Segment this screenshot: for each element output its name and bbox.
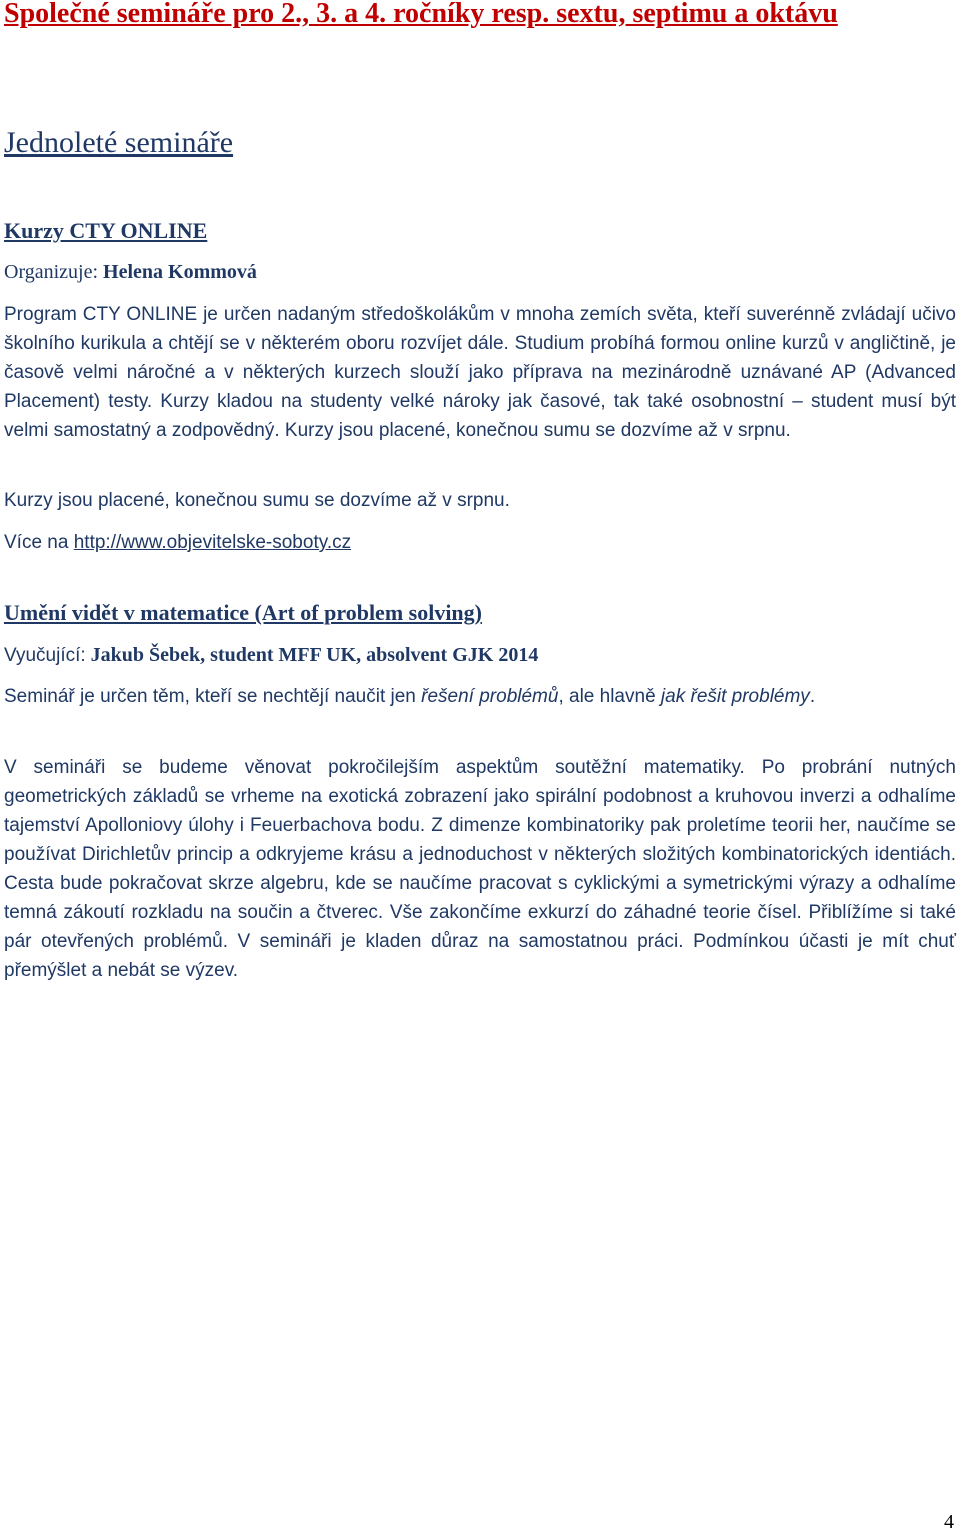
course2-description: V semináři se budeme věnovat pokročilejším aspektům soutěžní matematiky. Po probrání nutných geometrických základů se vrheme na exotická zobrazení jako spirální podobnost a kruhovou inverzi a odhalíme tajemství Apolloniovy úlohy i Feuerbachova bodu. Z dimenze kombinatoriky pak proletíme teorii her, naučíme se používat Dirichletův princip a odkryjeme krásu a jednoduchost v některých složitých kombinatorických identiách. Cesta bude pokračovat skrze algebru, kde se naučíme pracovat s cyklickými a symetrickými výrazy a odhalíme temná zákoutí rozkladu na součin a čtverec. Vše zakončíme exkurzí do záhadné teorie čísel. Přiblížíme si také pár otevřených problémů. V semináři je kladen důraz na samostatnou práci. Podmínkou účasti je mít chuť přemýšlet a nebát se výzev. — [4, 757, 956, 981]
section-heading: Jednoleté semináře — [4, 126, 234, 159]
more-info-line — [4, 529, 351, 557]
organizer-label: Organizuje: — [4, 261, 99, 283]
course2-intro — [4, 682, 956, 711]
organizer-name: Helena Kommová — [103, 261, 257, 283]
intro-text-3: . — [809, 686, 816, 707]
page-title: Společné semináře pro 2., 3. a 4. ročníky resp. sextu, septimu a oktávu — [4, 0, 838, 29]
intro-text-1: Seminář je určen těm, kteří se nechtějí naučit jen — [4, 686, 422, 707]
course-title-art-of-problem-solving: Umění vidět v matematice (Art of problem solving) — [4, 600, 482, 625]
teacher-label: Vyučující: — [4, 645, 86, 666]
teacher-line — [4, 641, 538, 670]
more-info-label: Více na — [4, 532, 69, 553]
page-number: 4 — [944, 1511, 954, 1533]
intro-text-2: , ale hlavně — [558, 686, 661, 707]
course-title-cty-online: Kurzy CTY ONLINE — [4, 218, 208, 243]
intro-italic-1: řešení problémů — [421, 686, 559, 707]
organizer-line — [4, 258, 257, 286]
course-description: Program CTY ONLINE je určen nadaným středoškolákům v mnoha zemích světa, kteří suverénně zvládají učivo školního kurikula a chtějí se v některém oboru rozvíjet dále. Studium probíhá formou online kurzů v angličtině, je časově velmi náročné a v některých kurzech slouží jako příprava na mezinárodně uznávané AP (Advanced Placement) testy. Kurzy kladou na studenty velké nároky jak časové, tak také osobnostní – student musí být velmi samostatný a zodpovědný. Kurzy jsou placené, konečnou sumu se dozvíme až v srpnu. — [4, 304, 956, 441]
teacher-name: Jakub Šebek, student MFF UK, absolvent GJK 2014 — [90, 644, 539, 666]
price-note: Kurzy jsou placené, konečnou sumu se dozvíme až v srpnu. — [4, 490, 510, 511]
intro-italic-2: jak řešit problémy — [660, 686, 810, 707]
more-info-link[interactable]: http://www.objevitelske-soboty.cz — [73, 532, 352, 553]
